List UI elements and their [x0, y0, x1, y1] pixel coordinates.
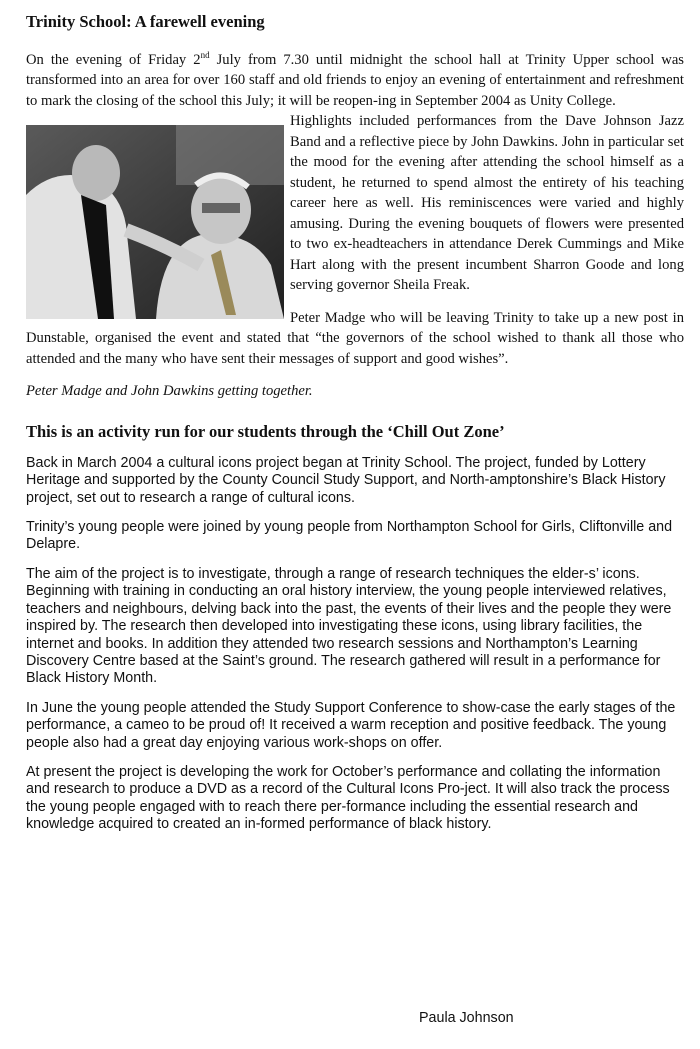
article1-paragraph-2: Highlights included performances from the Dave Johnson Jazz Band and a reflective piece by John Dawkins. John in particular set the mood for the evening after attending the school himself as a student, he returned to spend almost the entirety of his teaching career here as well. His reminiscences were varied and highly amusing. During the evening bouquets of flowers were presented to two ex-headteachers in attendance Derek Cummings and Mike Hart along with the present incumbent Sharron Goode and long serving governor Sheila Freak. — [290, 113, 684, 294]
article2-paragraph: Back in March 2004 a cultural icons project began at Trinity School. The project, funded by Lottery Heritage and supported by the County Council Study Support, and North-amptonshire’s Black History project, set out to research a range of cultural icons. — [26, 454, 666, 506]
article1-title: Trinity School: A farewell evening — [26, 12, 265, 31]
article1-paragraph-3: Peter Madge who will be leaving Trinity to take up a new post in Dunstable, organised the event and stated that “the governors of the school wished to thank all those who attended and the many who have sent their messages of support and good wishes”. — [26, 309, 684, 367]
article1-paragraph-1 — [26, 45, 684, 111]
photo-peter-madge-john-dawkins — [26, 125, 284, 319]
article1-paragraph-1-start: On the evening of Friday 2 — [26, 51, 201, 68]
article2-paragraph: Trinity’s young people were joined by young people from Northampton School for Girls, Cliftonville and Delapre. — [26, 519, 673, 553]
article2-title: This is an activity run for our students through the ‘Chill Out Zone’ — [26, 421, 505, 441]
article1-date-ordinal: nd — [200, 50, 210, 60]
article2-paragraph: In June the young people attended the Study Support Conference to show-case the early stages of the performance, a cameo to be proud of! It received a warm reception and positive feedback. The young people also had a great day enjoying various work-shops on offer. — [26, 699, 676, 751]
article2-paragraph: At present the project is developing the work for October’s performance and collating the information and research to produce a DVD as a record of the Cultural Icons Pro-ject. It will also track the process the young people engaged with to reach there per-formance including the essential research and knowledge acquired to created an in-formed performance of black history. — [26, 763, 670, 833]
article1-paragraph-1-rest: July from 7.30 until midnight the school hall at Trinity Upper school was transformed into an area for over 160 staff and old friends to enjoy an evening of entertainment and refreshment to mark the closing of the school this July; it will be reopen-ing in September 2004 as Unity College. — [26, 51, 684, 109]
article2-paragraph: The aim of the project is to investigate, through a range of research techniques the elder-s’ icons. Beginning with training in conducting an oral history interview, the young people interviewed relatives, teachers and neighbours, delving back into the past, the events of their lives and the people they were inspired by. The research then developed into investigating these icons, using library facilities, the internet and books. In addition they attended two research sessions and Northampton’s Learning Discovery Centre based at the Saint’s ground. The research gathered will result in a performance for Black History Month. — [26, 565, 672, 687]
author-signature: Paula Johnson — [419, 1010, 514, 1026]
article2 — [26, 422, 684, 834]
photo-caption: Peter Madge and John Dawkins getting together. — [26, 383, 313, 400]
